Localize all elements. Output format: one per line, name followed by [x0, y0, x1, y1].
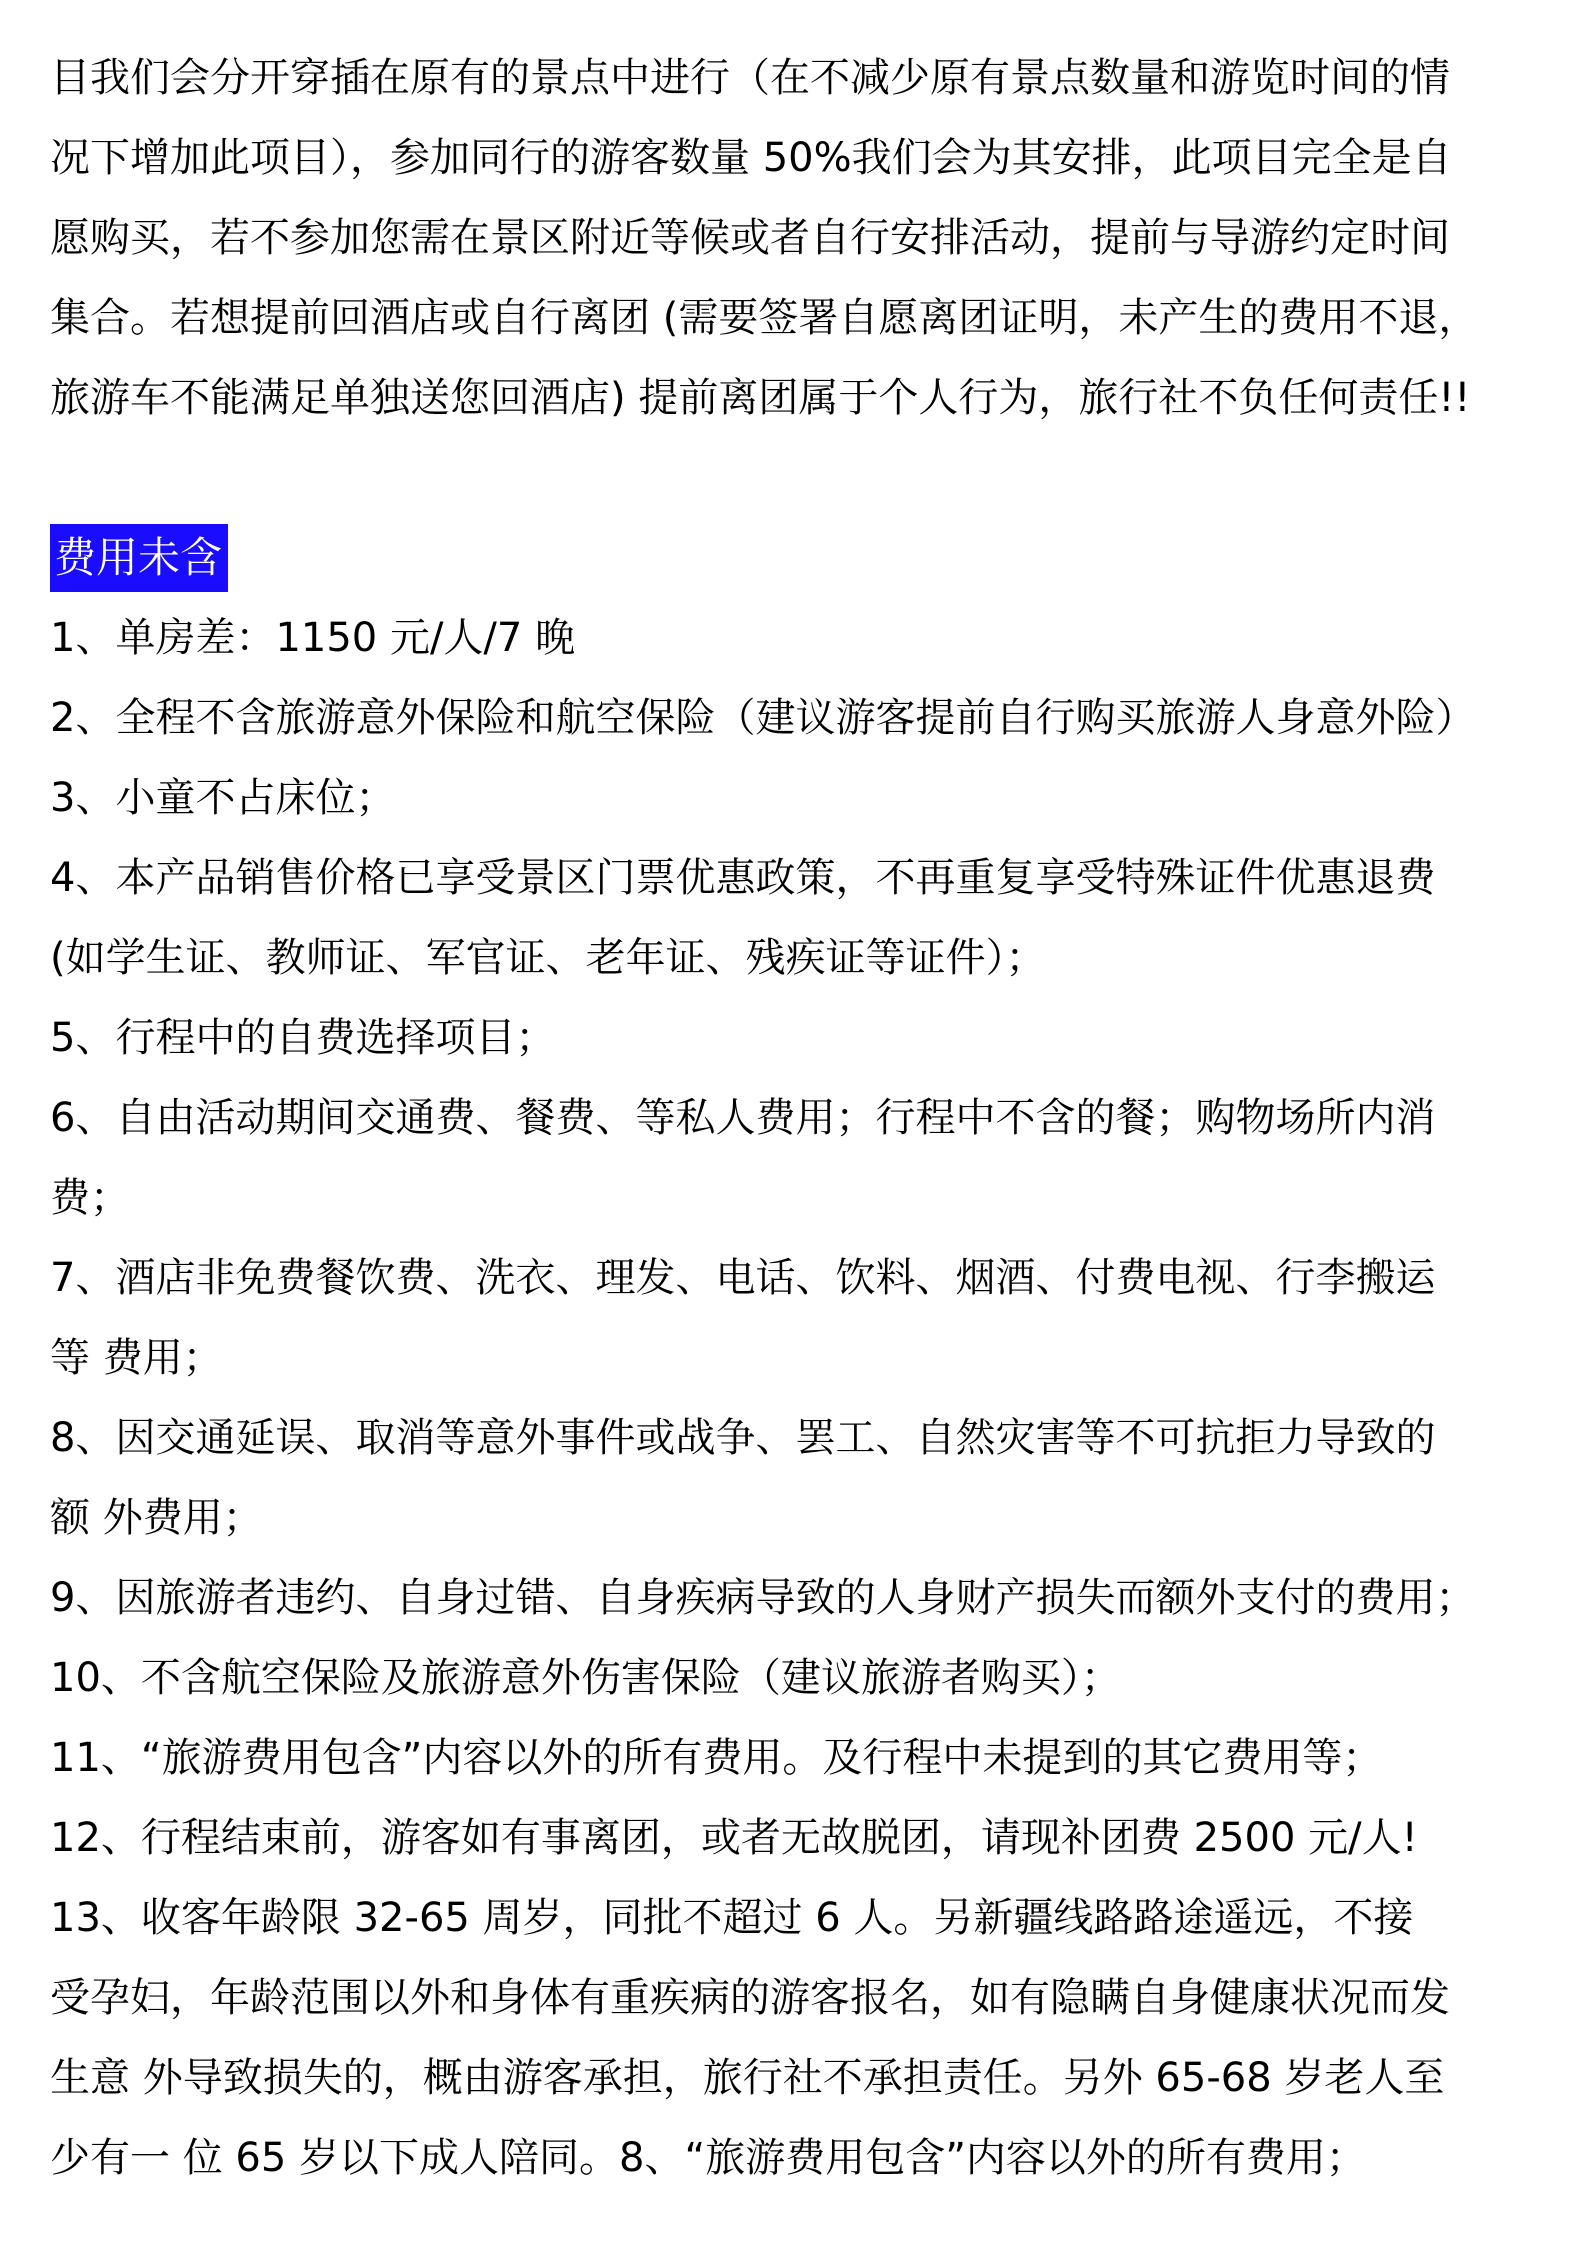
list-item: 13、收客年龄限 32-65 周岁，同批不超过 6 人。另新疆线路路途遥远，不接: [50, 1895, 1414, 1941]
list-item: 额 外费用；: [50, 1495, 263, 1541]
document-body: [50, 38, 1550, 2198]
section-heading-row: [50, 518, 1550, 598]
list-item: 等 费用；: [50, 1335, 223, 1381]
list-item: 5、行程中的自费选择项目；: [50, 1015, 556, 1061]
list-item: 生意 外导致损失的，概由游客承担，旅行社不承担责任。另外 65-68 岁老人至: [50, 2055, 1445, 2101]
list-item: 1、单房差：1150 元/人/7 晚: [50, 615, 576, 661]
list-item: 3、小童不占床位；: [50, 775, 396, 821]
list-item: 受孕妇，年龄范围以外和身体有重疾病的游客报名，如有隐瞒自身健康状况而发: [50, 1975, 1450, 2021]
intro-line: 况下增加此项目），参加同行的游客数量 50%我们会为其安排，此项目完全是自: [50, 135, 1452, 181]
intro-paragraph: [50, 38, 1550, 438]
list-item: (如学生证、教师证、军官证、老年证、残疾证等证件）；: [50, 935, 1046, 981]
list-item: 2、全程不含旅游意外保险和航空保险（建议游客提前自行购买旅游人身意外险）: [50, 695, 1476, 741]
list-item: 10、不含航空保险及旅游意外伤害保险（建议旅游者购买）；: [50, 1655, 1121, 1701]
list-item: 4、本产品销售价格已享受景区门票优惠政策，不再重复享受特殊证件优惠退费: [50, 855, 1436, 901]
list-item: 11、“旅游费用包含”内容以外的所有费用。及行程中未提到的其它费用等；: [50, 1735, 1383, 1781]
intro-line: 愿购买，若不参加您需在景区附近等候或者自行安排活动，提前与导游约定时间: [50, 215, 1450, 261]
section-heading: 费用未含: [50, 524, 228, 592]
cost-exclusions-list: [50, 598, 1550, 2198]
list-item: 12、行程结束前，游客如有事离团，或者无故脱团，请现补团费 2500 元/人!: [50, 1815, 1418, 1861]
list-item: 6、自由活动期间交通费、餐费、等私人费用；行程中不含的餐；购物场所内消: [50, 1095, 1436, 1141]
list-item: 少有一 位 65 岁以下成人陪同。8、“旅游费用包含”内容以外的所有费用；: [50, 2135, 1366, 2181]
paragraph-gap: [50, 438, 1550, 518]
list-item: 7、酒店非免费餐饮费、洗衣、理发、电话、饮料、烟酒、付费电视、行李搬运: [50, 1255, 1436, 1301]
list-item: 8、因交通延误、取消等意外事件或战争、罢工、自然灾害等不可抗拒力导致的: [50, 1415, 1436, 1461]
list-item: 9、因旅游者违约、自身过错、自身疾病导致的人身财产损失而额外支付的费用；: [50, 1575, 1476, 1621]
list-item: 费；: [50, 1175, 130, 1221]
intro-line: 集合。若想提前回酒店或自行离团 (需要签署自愿离团证明，未产生的费用不退，: [50, 295, 1479, 341]
intro-line: 旅游车不能满足单独送您回酒店) 提前离团属于个人行为，旅行社不负任何责任!!: [50, 375, 1471, 421]
intro-line: 目我们会分开穿插在原有的景点中进行（在不减少原有景点数量和游览时间的情: [50, 55, 1450, 101]
